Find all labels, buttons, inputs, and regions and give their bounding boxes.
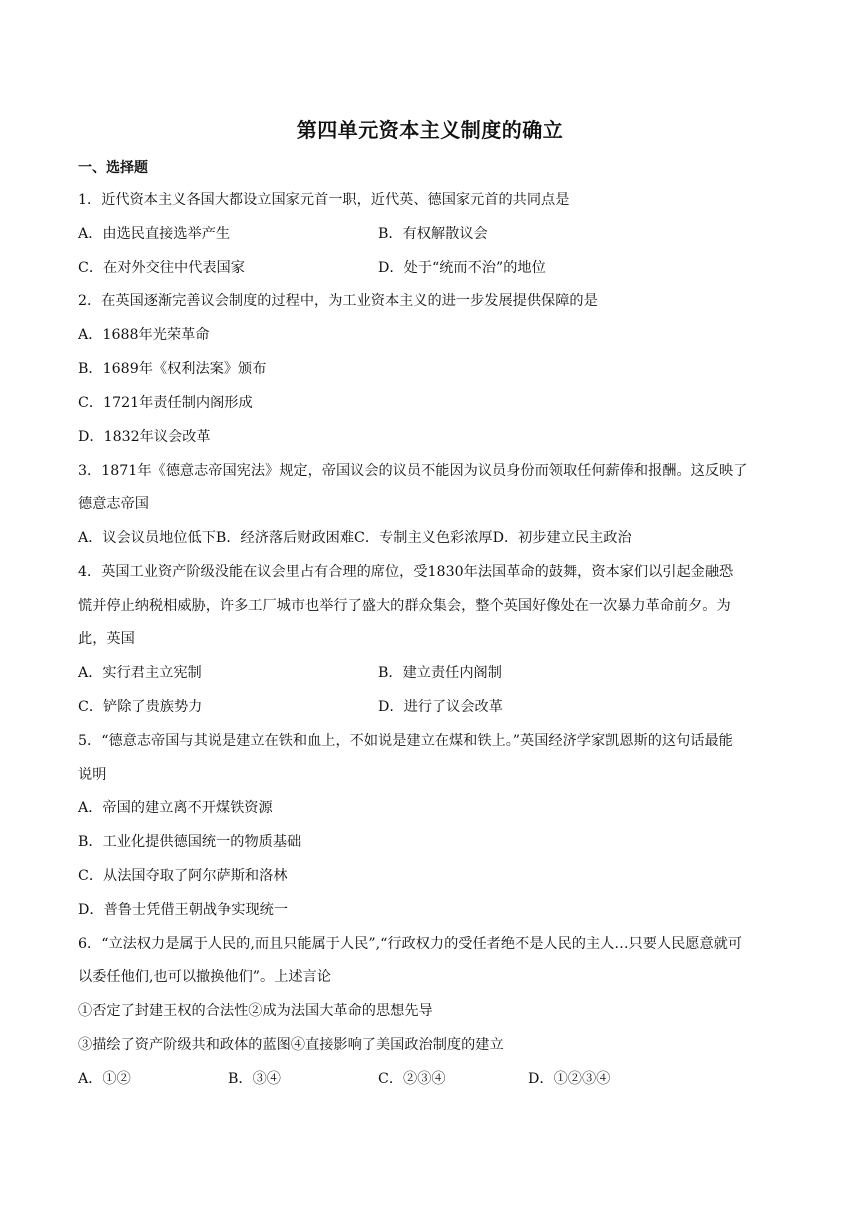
question-4-stem-line-1: 4．英国工业资产阶级没能在议会里占有合理的席位，受1830年法国革命的鼓舞，资本家们以引起金融恐 (78, 564, 734, 580)
question-6-statement-2: ③描绘了资产阶级共和政体的蓝图④直接影响了美国政治制度的建立 (78, 1037, 504, 1053)
question-3-stem-line-2: 德意志帝国 (78, 496, 149, 512)
question-4-stem-line-3: 此，英国 (78, 631, 135, 647)
question-2-option-a: A．1688年光荣革命 (78, 327, 210, 343)
question-5-option-c: C．从法国夺取了阿尔萨斯和洛林 (78, 868, 288, 884)
question-5-option-a: A．帝国的建立离不开煤铁资源 (78, 800, 273, 816)
question-4-option-d: D．进行了议会改革 (378, 699, 503, 715)
question-1-option-d: D．处于“统而不治”的地位 (378, 260, 546, 276)
question-1-option-b: B．有权解散议会 (378, 226, 488, 242)
question-2-option-b: B．1689年《权利法案》颁布 (78, 361, 267, 377)
question-5-option-d: D．普鲁士凭借王朝战争实现统一 (78, 902, 289, 918)
question-5-stem-line-2: 说明 (78, 767, 107, 783)
question-4-option-b: B．建立责任内阁制 (378, 665, 502, 681)
question-6-statement-1: ①否定了封建王权的合法性②成为法国大革命的思想先导 (78, 1003, 433, 1019)
question-6-option-a: A．①② (78, 1071, 131, 1087)
question-6-option-b: B．③④ (228, 1071, 281, 1087)
question-4-option-c: C．铲除了贵族势力 (78, 699, 203, 715)
question-1-option-c: C．在对外交往中代表国家 (78, 260, 245, 276)
question-5-option-b: B．工业化提供德国统一的物质基础 (78, 834, 302, 850)
question-3-options: A．议会议员地位低下B．经济落后财政困难C．专制主义色彩浓厚D．初步建立民主政治 (78, 530, 632, 546)
question-6-option-c: C．②③④ (378, 1071, 446, 1087)
question-4-option-a: A．实行君主立宪制 (78, 665, 202, 681)
question-2-option-d: D．1832年议会改革 (78, 429, 211, 445)
question-3-stem-line-1: 3．1871年《德意志帝国宪法》规定，帝国议会的议员不能因为议员身份而领取任何薪俸和报酬。这反映了 (78, 463, 748, 479)
page-title: 第四单元资本主义制度的确立 (296, 118, 564, 142)
question-4-stem-line-2: 慌并停止纳税相威胁，许多工厂城市也举行了盛大的群众集会，整个英国好像处在一次暴力革命前夕。为 (78, 598, 731, 614)
question-1-stem: 1．近代资本主义各国大都设立国家元首一职，近代英、德国家元首的共同点是 (78, 192, 570, 208)
question-1-option-a: A．由选民直接选举产生 (78, 226, 231, 242)
question-6-option-d: D．①②③④ (528, 1071, 611, 1087)
question-6-stem-line-1: 6．“立法权力是属于人民的,而且只能属于人民”,“行政权力的受任者绝不是人民的主人…只要人民愿意就可 (78, 936, 743, 952)
question-2-option-c: C．1721年责任制内阁形成 (78, 395, 253, 411)
question-5-stem-line-1: 5．“德意志帝国与其说是建立在铁和血上，不如说是建立在煤和铁上。”英国经济学家凯恩斯的这句话最能 (78, 733, 733, 749)
question-6-stem-line-2: 以委任他们,也可以撤换他们”。上述言论 (78, 969, 331, 985)
question-2-stem: 2．在英国逐渐完善议会制度的过程中，为工业资本主义的进一步发展提供保障的是 (78, 293, 598, 309)
section-heading: 一、选择题 (78, 160, 148, 176)
